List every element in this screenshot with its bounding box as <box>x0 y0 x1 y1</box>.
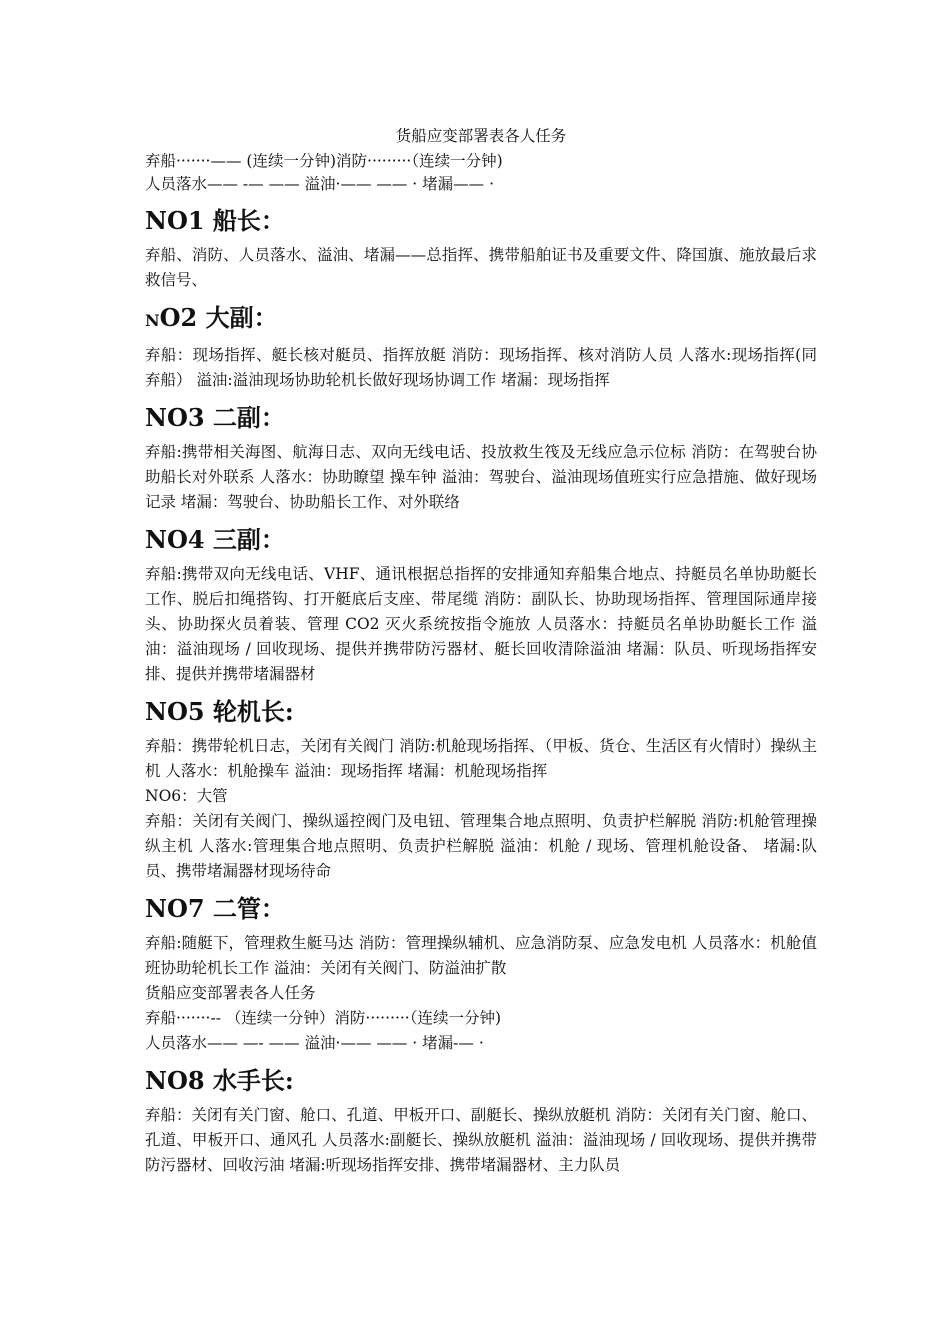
signal-line: 弃船·······—— (连续一分钟)消防·········（连续一分钟) <box>145 152 503 170</box>
heading-rest: O2 大副： <box>159 303 278 332</box>
signal-line: 人员落水—— -— —— 溢油·—— —— · 堵漏—— · <box>145 175 495 193</box>
section-heading-no1: NO1 船长： <box>145 206 285 235</box>
section-text-no8: 弃船：关闭有关门窗、舱口、孔道、甲板开口、副艇长、操纵放艇机 消防：关闭有关门窗、舱口、孔道、甲板开口、通风孔 人员落水:副艇长、操纵放艇机 溢油：溢油现场 / 回收现场、提供并携带防污器材、回收污油 堵漏:听现场指挥安排、携带堵漏器材、主力队员 <box>145 1106 817 1174</box>
document-content <box>145 126 817 1186</box>
section-heading-no4: NO4 三副： <box>145 525 285 554</box>
heading-prefix: N <box>145 311 160 330</box>
section-text-no4: 弃船:携带双向无线电话、VHF、通讯根据总指挥的安排通知弃船集合地点、持艇员名单协助艇长工作、脱后扣绳搭钩、打开艇底后支座、带尾缆 消防：副队长、协助现场指挥、管理国际通岸接头、协助探火员着装、管理 CO2 灭火系统按指令施放 人员落水：持艇员名单协助艇长工作 溢油：溢油现场 / 回收现场、提供并携带防污器材、艇长回收清除溢油 堵漏：队员、听现场指挥安排、提供并携带堵漏器材 <box>145 565 817 683</box>
section-text-no2: 弃船：现场指挥、艇长核对艇员、指挥放艇 消防：现场指挥、核对消防人员 人落水:现场指挥(同弃船） 溢油:溢油现场协助轮机长做好现场协调工作 堵漏：现场指挥 <box>145 346 817 389</box>
section-heading-no5: NO5 轮机长: <box>145 697 294 726</box>
section-heading-no8: NO8 水手长: <box>145 1066 294 1095</box>
section-text-no6: 弃船：关闭有关阀门、操纵遥控阀门及电钮、管理集合地点照明、负责护栏解脱 消防:机舱管理操纵主机 人落水:管理集合地点照明、负责护栏解脱 溢油：机舱 / 现场、管理机舱设备、 堵漏:队员、携带堵漏器材现场待命 <box>145 812 817 880</box>
repeat-signal-line: 人员落水—— —- —— 溢油·—— —— · 堵漏-— · <box>145 1034 484 1052</box>
section-heading-no6: NO6：大管 <box>145 787 228 805</box>
section-heading-no7: NO7 二管： <box>145 894 285 923</box>
section-text-no3: 弃船:携带相关海图、航海日志、双向无线电话、投放救生筏及无线应急示位标 消防：在驾驶台协助船长对外联系 人落水：协助瞭望 操车钟 溢油：驾驶台、溢油现场值班实行应急措施、做好现场记录 堵漏：驾驶台、协助船长工作、对外联络 <box>145 443 817 511</box>
section-heading-no3: NO3 二副： <box>145 403 285 432</box>
document-title: 货船应变部署表各人任务 <box>395 127 567 145</box>
section-text-no1: 弃船、消防、人员落水、溢油、堵漏——总指挥、携带船舶证书及重要文件、降国旗、施放最后求救信号、 <box>145 246 817 289</box>
repeat-title: 货船应变部署表各人任务 <box>145 984 316 1002</box>
section-text-no7: 弃船:随艇下，管理救生艇马达 消防：管理操纵辅机、应急消防泵、应急发电机 人员落水：机舱值班协助轮机长工作 溢油：关闭有关阀门、防溢油扩散 <box>145 934 817 977</box>
section-text-no5: 弃船：携带轮机日志，关闭有关阀门 消防:机舱现场指挥、（甲板、货仓、生活区有火情时）操纵主机 人落水：机舱操车 溢油：现场指挥 堵漏：机舱现场指挥 <box>145 737 817 780</box>
repeat-signal-line: 弃船·······-- （连续一分钟）消防·········（连续一分钟) <box>145 1009 502 1027</box>
section-heading-no2 <box>145 301 817 338</box>
